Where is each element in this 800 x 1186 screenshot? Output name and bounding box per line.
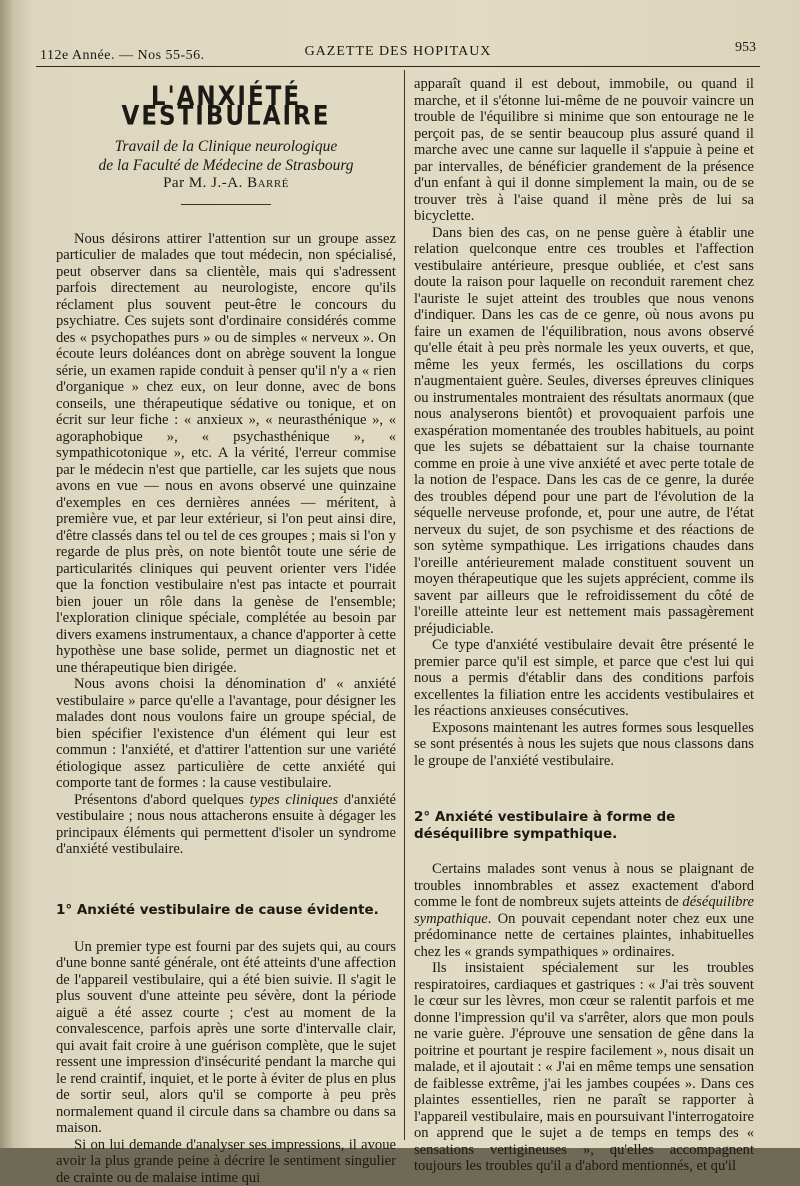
section-heading-2: 2° Anxiété vestibulaire à forme de déséquilibre sympathique. (414, 809, 754, 843)
paragraph: Ils insistaient spécialement sur les troubles respiratoires, cardiaques et gastriques : « J'ai très souvent le cœur sur les lèvres, mon cœur se ralentit parfois et me donne l'impression qu'il va s'arrêter, alors que mon pouls ne varie guère. J'éprouve une sensation de gêne dans la poitrine et pourtant je respire facilement », nous disait un malade, et il ajoutait : « J'ai en même temps une sensation de faiblesse extrême, j'ai les jambes coupées ». Dans ces plaintes essentielles, rien ne paraît se rapporter à l'appareil vestibulaire, mais en poursuivant l'interrogatoire on apprend que le sujet a de temps en temps des « sensations vertigineuses », qu'elles accompagnent toujours les troubles qu'il a d'abord mentionnés, et qu'il (414, 960, 754, 1175)
page-number: 953 (735, 40, 756, 56)
paragraph: Nous désirons attirer l'attention sur un groupe assez particulier de malades que tout médecin, non spécialisé, peut observer dans sa clientèle, mais qui s'adressent parfois directement au neurologiste, encore qu'ils réclament plus souvent peut-être le concours du psychiatre. Ces sujets sont d'ordinaire considérés comme des « psychopathes purs » ou de simples « nerveux ». On écoute leurs doléances dont on abrège souvent la longue série, un examen rapide conduit à penser qu'il n'y a « rien d'organique » chez eux, on leur donne, avec de bons conseils, une thérapeutique sédative ou tonique, et on écrit sur leur fiche : « anxieux », « neurasthénique », « agoraphobique », « psychasthénique », « sympathicotonique », etc. A la vérité, l'erreur commise par le médecin n'est que partielle, car les sujets que nous avons en vue — nous en avons observé une quinzaine d'exemples en ces dernières années — méritent, à première vue, et par leur extérieur, si l'on peut ainsi dire, d'être classés dans tel ou tel de ces groupes ; mais si l'on y regarde de plus près, on note bientôt toute une série de particularités cliniques qui peuvent orienter vers l'idée que la fonction vestibulaire n'est pas intacte et pourrait bien jouer un rôle dans la genèse de l'ensemble; l'exploration clinique spéciale, complétée au besoin par divers examens instrumentaux, a chance d'apporter à cette hypothèse une base solide, permet un diagnostic net et une thérapeutique bien dirigée. (56, 231, 396, 677)
column-divider (404, 70, 405, 1140)
article-subtitle-line1: Travail de la Clinique neurologique (56, 137, 396, 156)
right-column (414, 76, 754, 1175)
title-rule (181, 204, 271, 205)
emphasis: types cliniques (250, 792, 338, 808)
paragraph: Certains malades sont venus à nous se plaignant de troubles innombrables et assez exactement d'abord comme le font de nombreux sujets atteints de déséquilibre sympathique. On pouvait cependant noter chez eux une prédominance nette de certaines plaintes, inhabituelles chez les « grands sympathiques » ordinaires. (414, 861, 754, 960)
article-subtitle-line2: de la Faculté de Médecine de Strasbourg (56, 156, 396, 175)
emphasis: déséquilibre sympathique (414, 894, 754, 927)
paragraph: Présentons d'abord quelques types cliniques d'anxiété vestibulaire ; nous nous attacherons ensuite à dégager les principaux éléments qui permettent d'isoler un syndrome d'anxiété vestibulaire. (56, 792, 396, 858)
author-prefix: Par M. J.-A. (163, 175, 247, 191)
paragraph: Exposons maintenant les autres formes sous lesquelles se sont présentés à nous les sujets que nous classons dans le groupe de l'anxiété vestibulaire. (414, 720, 754, 770)
paragraph: apparaît quand il est debout, immobile, ou quand il marche, et il s'étonne lui-même de ne pouvoir vaincre un trouble de l'équilibre si minime que son entourage ne le perçoit pas, de se sentir beaucoup plus assuré quand il marche avec une canne sur laquelle il s'appuie à peine et par intervalles, de bénéficier grandement de la présence d'un enfant à qui il donne simplement la main, ou de se trouver très à l'aise quand il mène près de lui sa bicyclette. (414, 76, 754, 225)
article-title: L'ANXIÉTÉ VESTIBULAIRE (56, 88, 396, 126)
journal-name: GAZETTE DES HOPITAUX (40, 44, 756, 60)
article-author (56, 175, 396, 192)
paragraph: Ce type d'anxiété vestibulaire devait être présenté le premier parce qu'il est simple, et parce que c'est lui qui nous a permis d'établir dans des conditions parfois excellentes la filiation entre les accidents vestibulaires et les réactions anxieuses consécutives. (414, 637, 754, 720)
paragraph: Nous avons choisi la dénomination d' « anxiété vestibulaire » parce qu'elle a l'avantage, pour désigner les malades dont nous voulons faire un groupe spécial, de bien spécifier l'existence d'un élément qui leur est commun : l'anxiété, et d'attirer l'attention sur une variété étiologique assez particulière de cette anxiété qui comporte tant de formes : la cause vestibulaire. (56, 676, 396, 792)
paragraph: Dans bien des cas, on ne pense guère à établir une relation quelconque entre ces troubles et l'affection vestibulaire antérieure, presque oubliée, et c'est sans doute la raison pour laquelle on reconduit rarement chez l'auriste le sujet atteint des troubles que nous venons d'indiquer. Dans les cas de ce genre, où nous avons pu faire un examen de l'équilibration, nous avons observé qu'elle était à peu près normale les yeux ouverts, et que, même les yeux fermés, les oscillations du corps n'augmentaient guère. Seules, diverses épreuves cliniques ou instrumentales montraient des résultats anormaux (que nous analyserons bientôt) et provoquaient parfois une exaspération momentanée des troubles habituels, au point que les sujets se débattaient sur la chaise tournante comme en proie à une vive anxiété et avec perte totale de la notion de l'espace. Dans les cas de ce genre, la durée des troubles dépend pour une part de l'évolution de la séquelle nerveuse profonde, et, pour une autre, de l'état nerveux du sujet, de son psychisme et des réactions de son sytème sympathique. Les irrigations chaudes dans l'oreille antérieurement malade constituent souvent un moyen thérapeutique que les sujets apprécient, comme ils savent par ailleurs que le refroidissement du côté de l'oreille atteinte leur est nettement mais passagèrement préjudiciable. (414, 225, 754, 638)
issue-number: 112e Année. — Nos 55-56. (40, 48, 205, 64)
left-column (56, 76, 396, 1186)
running-header (40, 40, 756, 62)
paragraph: Un premier type est fourni par des sujets qui, au cours d'une bonne santé générale, ont été atteints d'une affection de l'appareil vestibulaire, qui a été bien suivie. Il s'agit le plus souvent d'une atteinte peu sévère, dont la période aiguë a été assez courte ; c'est au moment de la convalescence, parfois après une sorte d'intervalle clair, qui avait fait croire à une guérison complète, que le sujet ressent une impression d'insécurité pendant la marche qui le rend craintif, inquiet, et le porte à éviter de plus en plus de sortir seul, alors qu'il se comporte à peu près normalement quand il circule dans sa chambre ou dans sa maison. (56, 939, 396, 1137)
header-rule (36, 66, 760, 67)
section-heading-1: 1° Anxiété vestibulaire de cause évidente. (56, 902, 396, 919)
author-name: Barré (247, 175, 289, 191)
paragraph: Si on lui demande d'analyser ses impressions, il avoue avoir la plus grande peine à décrire le sentiment singulier de crainte ou de malaise intime qui (56, 1137, 396, 1186)
